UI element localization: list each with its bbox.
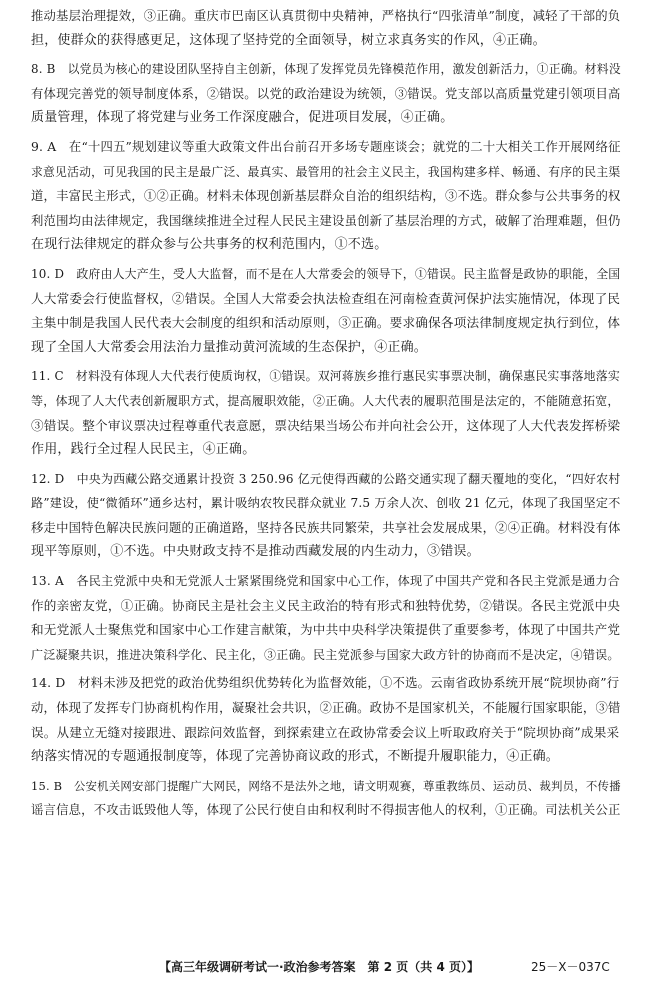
text-line: 人大常委会行使监督权，②错误。全国人大常委会执法检查组在河南检查黄河保护法实施情况，体现了民 <box>31 290 621 306</box>
text-line: 广泛凝聚共识，推进决策科学化、民主化，③正确。民主党派参与国家大政方针的协商而不是决定，④错误。 <box>31 647 620 662</box>
text-line: 现了全国人大常委会用法治力量推动黄河流域的生态保护，④正确。 <box>31 339 428 355</box>
text-line: 质量管理，体现了将党建与业务工作深度融合，促进项目发展，④正确。 <box>31 110 454 126</box>
answer-text-body <box>31 4 623 823</box>
text-line: 12. D 中央为西藏公路交通累计投资 3 250.96 亿元使得西藏的公路交通实现了翻天覆地的变化，“四好农村 <box>31 471 621 486</box>
text-line: 纳落实情况的专题通报制度等，体现了完善协商议政的形式，不断提升履职能力，④正确。 <box>31 749 560 765</box>
text-line: 15. B 公安机关网安部门提醒广大网民，网络不是法外之地，请文明观赛，尊重教练员、运动员、裁判员，不传播 <box>31 778 621 793</box>
text-line: 有体现完善党的领导制度体系，②错误。以党的政治建设为统领，③错误。党支部以高质量党建引领项目高 <box>31 86 621 101</box>
text-line: 11. C 材料没有体现人大代表行使质询权，①错误。双河蒋族乡推行惠民实事票决制，确保惠民实事落地落实 <box>31 369 620 384</box>
text-line: ③错误。整个审议票决过程尊重代表意愿，票决结果当场公布并向社会公开，这体现了人大代表发挥桥梁 <box>31 417 621 433</box>
text-line: 现平等原则，①不选。中央财政支持不是推动西藏发展的内生动力，③错误。 <box>31 544 480 560</box>
text-line: 14. D 材料未涉及把党的政治优势组织优势转化为监督效能，①不选。云南省政协系统开展“院坝协商”行 <box>31 675 620 691</box>
text-line: 谣言信息，不攻击诋毁他人等，体现了公民行使自由和权利时不得损害他人的权利，①正确。司法机关公正 <box>31 803 621 818</box>
footer-title: 【高三年级调研考试一·政治参考答案 第 2 页（共 4 页）】 <box>159 960 479 974</box>
text-line: 8. B 以党员为核心的建设团队坚持自主创新，体现了发挥党员先锋模范作用，激发创新活力，①正确。材料没 <box>31 62 621 77</box>
text-line: 求意见活动，可见我国的民主是最广泛、最真实、最管用的社会主义民主，我国构建多样、畅通、有序的民主渠 <box>31 164 621 179</box>
page-footer <box>0 958 648 978</box>
text-line: 动，体现了发挥专门协商机构作用，凝聚社会共识，②正确。政协不是国家机关，不能履行国家职能，③错 <box>31 701 621 716</box>
text-line: 9. A 在“十四五”规划建议等重大政策文件出台前召开多场专题座谈会；就党的二十大相关工作开展网络征 <box>31 139 621 154</box>
text-line: 移走中国特色解决民族问题的正确道路，坚持各民族共同繁荣，共享社会发展成果，②④正确。材料没有体 <box>31 520 621 535</box>
text-line: 推动基层治理提效，③正确。重庆市巴南区认真贯彻中央精神，严格执行“四张清单”制度，减轻了干部的负 <box>31 9 621 23</box>
text-line: 路”建设，使“微循环”通乡达村，累计吸纳农牧民群众就业 7.5 万余人次、创收 21 亿元，体现了我国坚定不 <box>31 496 621 511</box>
text-line: 13. A 各民主党派中央和无党派人士紧紧围绕党和国家中心工作，体现了中国共产党和各民主党派是通力合 <box>31 574 621 589</box>
text-line: 等，体现了人大代表创新履职方式，提高履职效能，②正确。人大代表的履职范围是法定的，不能随意拓宽， <box>31 393 620 408</box>
text-line: 作用，践行全过程人民民主，④正确。 <box>31 442 256 458</box>
text-line: 主集中制是我国人民代表大会制度的组织和活动原则，③正确。要求确保各项法律制度规定执行到位，体 <box>31 315 621 331</box>
text-line: 10. D 政府由人大产生，受人大监督，而不是在人大常委会的领导下，①错误。民主监督是政协的职能，全国 <box>31 266 621 281</box>
text-line: 道，丰富民主形式，①②正确。材料未体现创新基层群众自治的组织结构，③不选。群众参与公共事务的权 <box>31 189 621 204</box>
footer-document-code: 25－X－037C <box>531 960 610 974</box>
text-line: 担，使群众的获得感更足，这体现了坚持党的全面领导，树立求真务实的作风，④正确。 <box>31 32 546 48</box>
text-line: 作的亲密友党，①正确。协商民主是社会主义民主政治的特有形式和独特优势，②错误。各民主党派中央 <box>31 597 621 613</box>
text-line: 和无党派人士聚焦党和国家中心工作建言献策，为中共中央科学决策提供了重要参考，体现了中国共产党 <box>31 622 621 638</box>
text-line: 在现行法律规定的群众参与公共事务的权利范围内，①不选。 <box>31 237 388 253</box>
text-line: 误。从建立无缝对接跟进、跟踪问效监督，到探索建立在政协常委会议上听取政府关于“院坝协商”成果采 <box>31 724 620 740</box>
text-line: 利范围均由法律规定，我国继续推进全过程人民民主建设虽创新了基层治理的方式，破解了治理难题，但仍 <box>31 213 621 228</box>
